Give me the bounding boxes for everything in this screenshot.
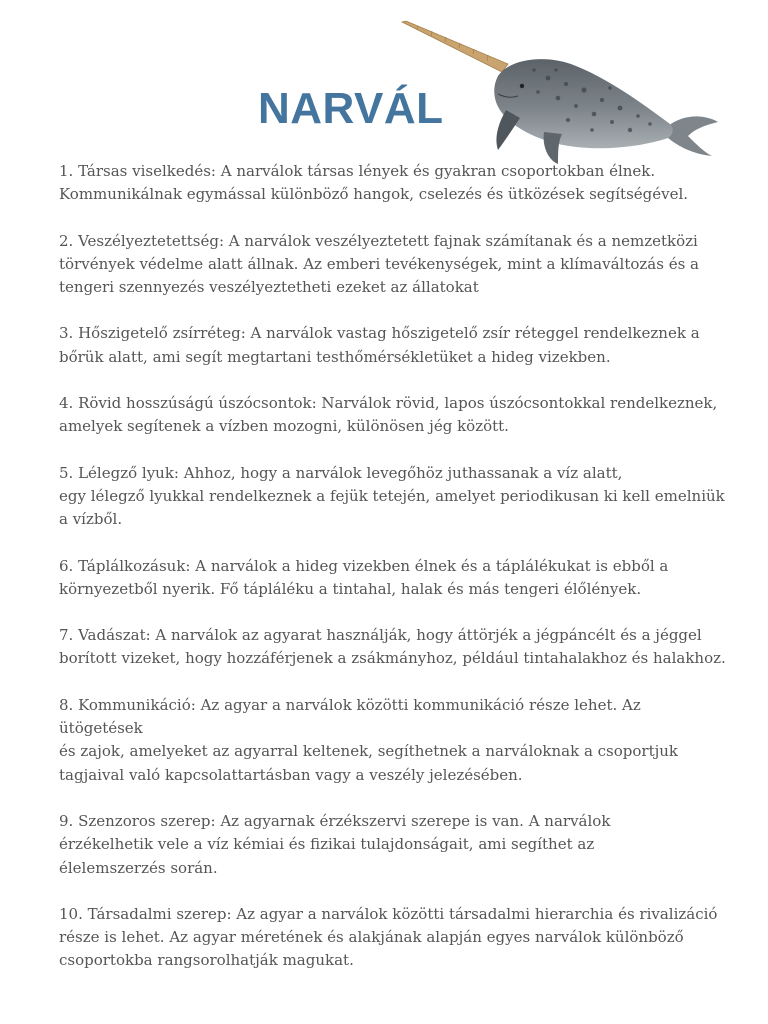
fact-list <box>59 160 729 996</box>
narwhal-icon <box>398 14 726 174</box>
page-title: NARVÁL <box>258 84 444 133</box>
fact-paragraph-6: 6. Táplálkozásuk: A narválok a hideg vizekben élnek és a táplálékukat is ebből a környezetből nyerik. Fő tápláléku a tintahal, halak és más tengeri élőlények. <box>59 556 669 598</box>
fact-paragraph-4: 4. Rövid hosszúságú úszócsontok: Narválok rövid, lapos úszócsontokkal rendelkeznek, amelyek segítenek a vízben mozogni, különösen jég között. <box>59 394 718 436</box>
fact-paragraph-10: 10. Társadalmi szerep: Az agyar a narválok közötti társadalmi hierarchia és rivalizáció része is lehet. Az agyar méretének és alakjának alapján egyes narválok különböző csoportokba rangsorolhatják magukat. <box>59 904 718 970</box>
fact-paragraph-2: 2. Veszélyeztetettség: A narválok veszélyeztetett fajnak számítanak és a nemzetközi törvények védelme alatt állnak. Az emberi tevékenységek, mint a klímaváltozás és a tengeri szennyezés veszélyeztetheti ezeket az állatokat <box>59 231 699 297</box>
fact-paragraph-7: 7. Vadászat: A narválok az agyarat használják, hogy áttörjék a jégpáncélt és a jéggel borított vizeket, hogy hozzáférjenek a zsákmányhoz, például tintahalakhoz és halakhoz. <box>59 626 726 668</box>
fact-paragraph-5: 5. Lélegző lyuk: Ahhoz, hogy a narválok levegőhöz juthassanak a víz alatt, egy lélegző lyukkal rendelkeznek a fejük tetején, amelyet periodikusan ki kell emelniük a vízből. <box>59 463 725 529</box>
fact-paragraph-9: 9. Szenzoros szerep: Az agyarnak érzékszervi szerepe is van. A narválok érzékelhetik vele a víz kémiai és fizikai tulajdonságait, ami segíthet az élelemszerzés során. <box>59 811 611 877</box>
fact-paragraph-1: 1. Társas viselkedés: A narválok társas lények és gyakran csoportokban élnek. Kommunikálnak egymással különböző hangok, cselezés és ütközések segítségével. <box>59 162 689 204</box>
fact-paragraph-3: 3. Hőszigetelő zsírréteg: A narválok vastag hőszigetelő zsír réteggel rendelkeznek a bőrük alatt, ami segít megtartani testhőmérsékletüket a hideg vizekben. <box>59 324 700 366</box>
fact-paragraph-8: 8. Kommunikáció: Az agyar a narválok közötti kommunikáció része lehet. Az ütögetések és zajok, amelyeket az agyarral keltenek, segíthetnek a narváloknak a csoportjuk tagjaival való kapcsolattartásban vagy a veszély jelezésében. <box>59 695 679 784</box>
